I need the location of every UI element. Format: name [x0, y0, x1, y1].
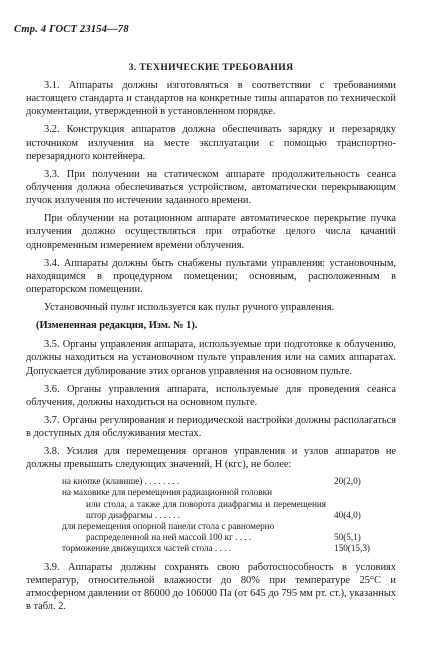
- paragraph-3-3: 3.3. При получении на статическом аппарате продолжительность сеанса облучения должна обеспечиваться устройством, автоматически перекрывающим пучок излучения по истечении заданного времени.: [26, 168, 396, 207]
- force-limits-list: [62, 476, 396, 554]
- paragraph-3-4: 3.4. Аппараты должны быть снабжены пультами управления: установочным, находящимся в процедурном помещении; основным, расположенным в операторском помещении.: [26, 257, 396, 296]
- force-value: 40(4,0): [334, 509, 361, 520]
- paragraph-3-7: 3.7. Органы регулирования и периодической настройки должны располагаться в доступных для обслуживания местах.: [26, 414, 396, 440]
- force-label: или стола, а также для поворота диафрагмы и перемещения штор диафрагмы . . . . . .: [86, 498, 326, 520]
- paragraph-3-2: 3.2. Конструкция аппаратов должна обеспечивать зарядку и перезарядку источником излучения на месте эксплуатации с помощью транспортно-перезарядного контейнера.: [26, 124, 396, 162]
- force-label: торможение движущихся частей стола . . . .: [62, 543, 231, 554]
- paragraph-3-5: 3.5. Органы управления аппарата, используемые при подготовке к облучению, должны находиться на установочном пульте управления или на самих аппаратах. Допускается дублирование этих органов управления на основном пульте.: [26, 339, 396, 377]
- force-value: 50(5,1): [334, 532, 361, 543]
- amendment-note: (Измененная редакция, Изм. № 1).: [36, 320, 198, 332]
- paragraph-3-8: 3.8. Усилия для перемещения органов управления и узлов аппаратов не должны превышать следующих значений, Н (кгс), не более:: [26, 446, 396, 471]
- document-body: [26, 79, 396, 618]
- paragraph-3-6: 3.6. Органы управления аппарата, используемые для проведения сеанса облучения, должны находиться на основном пульте.: [26, 383, 396, 408]
- paragraph-3-3-rotation: При облучении на ротационном аппарате автоматическое перекрытие пучка излучения должно осуществляться при отработке целого числа качаний одновременным измерением времени облучения.: [26, 213, 396, 251]
- force-value: 20(2,0): [334, 476, 361, 487]
- force-label: на кнопке (клавише) . . . . . . . .: [62, 476, 180, 487]
- force-label: для перемещения опорной панели стола с равномерно: [62, 521, 275, 532]
- page-header: Стр. 4 ГОСТ 23154—78: [14, 24, 129, 35]
- force-row: [62, 499, 396, 521]
- section-title: 3. ТЕХНИЧЕСКИЕ ТРЕБОВАНИЯ: [128, 62, 294, 73]
- force-value: 150(15,3): [334, 543, 370, 554]
- paragraph-3-1: 3.1. Аппараты должны изготовляться в соответствии с требованиями настоящего стандарта и стандартов на конкретные типы аппаратов по технической документации, утвержденной в установленном порядке.: [26, 80, 396, 118]
- force-row: [62, 532, 396, 543]
- force-row: [62, 476, 396, 487]
- force-label: на маховике для перемещения радиационной головки: [62, 487, 272, 498]
- paragraph-3-9: 3.9. Аппараты должны сохранять свою работоспособность в условиях температур, относительной влажности до 80% при температуре 25°С и атмосферном давлении от 86000 до 106000 Па (от 645 до 795 мм рт. ст.), указанных в табл. 2.: [26, 561, 396, 613]
- force-label: распределенной на ней массой 100 кг . . . .: [86, 532, 252, 543]
- paragraph-3-4-setup-console: Установочный пульт используется как пульт ручного управления.: [44, 302, 335, 314]
- force-row: [62, 543, 396, 554]
- force-row: [62, 521, 396, 532]
- force-row: [62, 487, 396, 498]
